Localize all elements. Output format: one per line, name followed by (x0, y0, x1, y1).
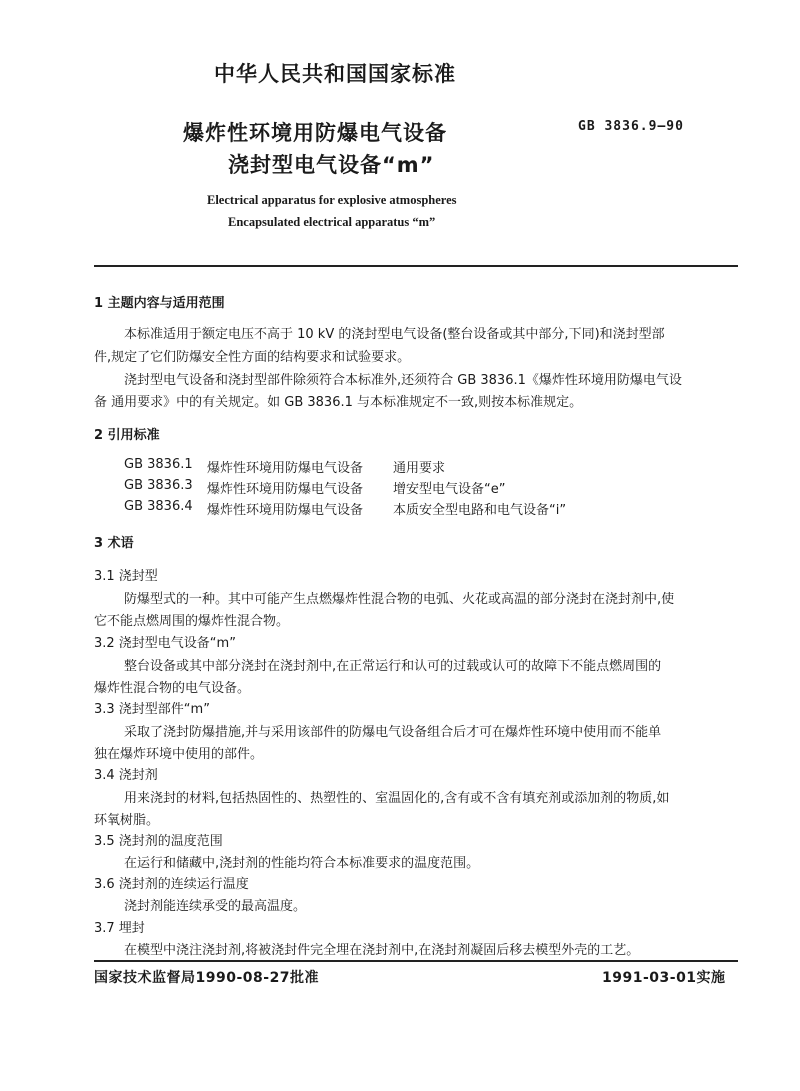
term-3-7-def-line1: 在模型中浇注浇封剂,将被浇封件完全埋在浇封剂中,在浇封剂凝固后移去模型外壳的工艺。 (124, 943, 640, 958)
section-3-heading: 3 术语 (94, 536, 134, 551)
section-1-para2-line2: 备 通用要求》中的有关规定。如 GB 3836.1 与本标准规定不一致,则按本标准规定。 (94, 395, 583, 410)
standard-code: GB 3836.9—90 (578, 119, 684, 134)
ref-2-title: 爆炸性环境用防爆电气设备 (207, 482, 364, 497)
term-3-3-def-line1: 采取了浇封防爆措施,并与采用该部件的防爆电气设备组合后才可在爆炸性环境中使用而不能单 (124, 725, 662, 740)
implementation-date: 1991-03-01实施 (602, 970, 726, 986)
section-1-para1-line1: 本标准适用于额定电压不高于 10 kV 的浇封型电气设备(整台设备或其中部分,下同)和浇封型部 (124, 327, 665, 342)
term-3-2-label: 3.2 浇封型电气设备“m” (94, 636, 236, 651)
term-3-2-def-line2: 爆炸性混合物的电气设备。 (94, 681, 251, 696)
term-3-6-def-line1: 浇封剂能连续承受的最高温度。 (124, 899, 307, 914)
document-title-line1: 爆炸性环境用防爆电气设备 (183, 121, 447, 145)
term-3-1-def-line1: 防爆型式的一种。其中可能产生点燃爆炸性混合物的电弧、火花或高温的部分浇封在浇封剂中,使 (124, 592, 675, 607)
english-title-line2: Encapsulated electrical apparatus “m” (228, 215, 436, 229)
term-3-4-def-line2: 环氧树脂。 (94, 813, 160, 828)
term-3-3-def-line2: 独在爆炸环境中使用的部件。 (94, 747, 264, 762)
ref-2-subtitle: 增安型电气设备“e” (393, 482, 506, 497)
ref-1-subtitle: 通用要求 (393, 461, 446, 476)
country-standard-title: 中华人民共和国国家标准 (214, 62, 456, 86)
term-3-2-def-line1: 整台设备或其中部分浇封在浇封剂中,在正常运行和认可的过载或认可的故障下不能点燃周围的 (124, 659, 662, 674)
english-title-line1: Electrical apparatus for explosive atmospheres (207, 193, 457, 207)
ref-3-code: GB 3836.4 (124, 499, 193, 514)
header-divider (94, 265, 738, 267)
ref-2-code: GB 3836.3 (124, 478, 193, 493)
section-2-heading: 2 引用标准 (94, 428, 160, 443)
term-3-4-label: 3.4 浇封剂 (94, 768, 158, 783)
ref-1-title: 爆炸性环境用防爆电气设备 (207, 461, 364, 476)
section-1-heading: 1 主题内容与适用范围 (94, 296, 225, 311)
term-3-6-label: 3.6 浇封剂的连续运行温度 (94, 877, 249, 892)
term-3-1-def-line2: 它不能点燃周围的爆炸性混合物。 (94, 614, 290, 629)
ref-3-title: 爆炸性环境用防爆电气设备 (207, 503, 364, 518)
term-3-5-label: 3.5 浇封剂的温度范围 (94, 834, 223, 849)
footer-divider (94, 960, 738, 962)
approval-date: 国家技术监督局1990-08-27批准 (94, 970, 320, 986)
document-title-line2: 浇封型电气设备“m” (228, 153, 435, 177)
section-1-para2-line1: 浇封型电气设备和浇封型部件除须符合本标准外,还须符合 GB 3836.1《爆炸性环境用防爆电气设 (124, 373, 682, 388)
term-3-4-def-line1: 用来浇封的材料,包括热固性的、热塑性的、室温固化的,含有或不含有填充剂或添加剂的物质,如 (124, 791, 670, 806)
term-3-5-def-line1: 在运行和储藏中,浇封剂的性能均符合本标准要求的温度范围。 (124, 856, 480, 871)
term-3-3-label: 3.3 浇封型部件“m” (94, 702, 210, 717)
section-1-para1-line2: 件,规定了它们防爆安全性方面的结构要求和试验要求。 (94, 350, 411, 365)
ref-3-subtitle: 本质安全型电路和电气设备“i” (393, 503, 567, 518)
term-3-1-label: 3.1 浇封型 (94, 569, 158, 584)
term-3-7-label: 3.7 埋封 (94, 921, 145, 936)
ref-1-code: GB 3836.1 (124, 457, 193, 472)
